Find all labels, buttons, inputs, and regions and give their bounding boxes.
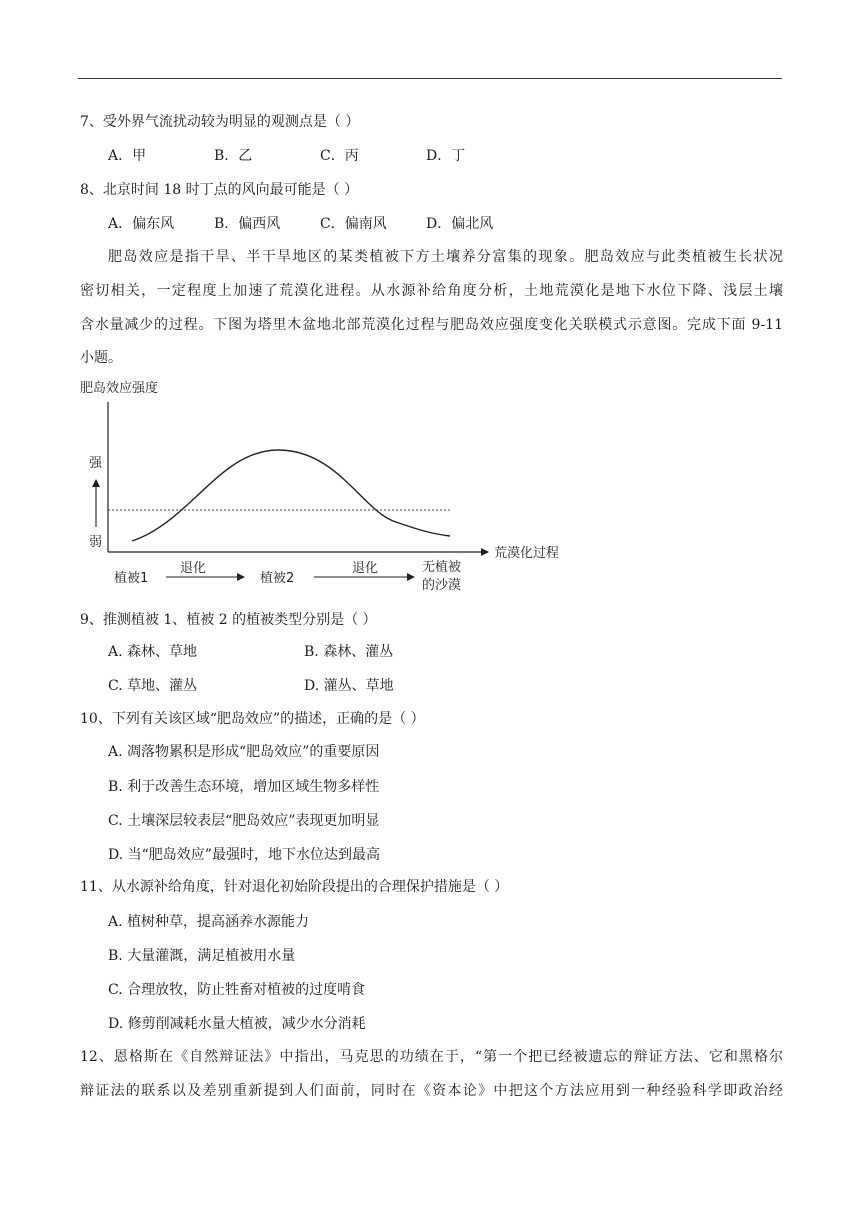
question-9-stem: 9、推测植被 1、植被 2 的植被类型分别是（ ） — [80, 612, 377, 628]
q10-option-d: D. 当“肥岛效应”最强时，地下水位达到最高 — [108, 847, 380, 863]
question-8-stem: 8、北京时间 18 时丁点的风向最可能是（ ） — [80, 182, 359, 198]
q7-option-d: D．丁 — [426, 148, 466, 164]
degradation-label-1: 退化 — [180, 561, 207, 576]
stage-desert-line-2: 的沙漠 — [422, 578, 462, 593]
q7-option-a: A．甲 — [108, 148, 147, 164]
q11-option-b: B. 大量灌溉，满足植被用水量 — [108, 948, 296, 964]
question-11-stem: 11、从水源补给角度，针对退化初始阶段提出的合理保护措施是（ ） — [80, 879, 509, 895]
weak-label: 弱 — [89, 535, 103, 550]
q7-option-b: B．乙 — [214, 148, 253, 164]
q10-option-b: B. 利于改善生态环境，增加区域生物多样性 — [108, 779, 380, 795]
passage-line-1: 肥岛效应是指干旱、半干旱地区的某类植被下方土壤养分富集的现象。肥岛效应与此类植被生长状况 — [108, 249, 783, 265]
q9-option-c: C. 草地、灌丛 — [108, 678, 198, 694]
q8-option-d: D．偏北风 — [426, 216, 494, 232]
q10-option-a: A. 凋落物累积是形成“肥岛效应”的重要原因 — [108, 744, 380, 760]
fertile-island-figure — [80, 372, 600, 598]
passage-line-2: 密切相关，一定程度上加速了荒漠化进程。从水源补给角度分析，土地荒漠化是地下水位下降、浅层土壤 — [80, 283, 783, 299]
strong-label: 强 — [89, 456, 103, 471]
q9-option-b: B. 森林、灌丛 — [304, 644, 394, 660]
stage-vegetation-1: 植被1 — [114, 571, 149, 586]
x-axis-label: 荒漠化过程 — [494, 546, 560, 561]
q10-option-c: C. 土壤深层较表层“肥岛效应”表现更加明显 — [108, 813, 380, 829]
stage-desert-line-1: 无植被 — [422, 560, 462, 575]
passage-line-4: 小题。 — [80, 350, 122, 366]
q9-option-d: D. 灌丛、草地 — [304, 678, 394, 694]
degradation-label-2: 退化 — [352, 561, 379, 576]
stage-vegetation-2: 植被2 — [260, 571, 295, 586]
q11-option-c: C. 合理放牧，防止牲畜对植被的过度啃食 — [108, 982, 366, 998]
intensity-curve — [132, 450, 450, 541]
question-12-line-1: 12、恩格斯在《自然辩证法》中指出，马克思的功绩在于，“第一个把已经被遗忘的辩证方法、它和黑格尔 — [80, 1049, 783, 1065]
passage-line-3: 含水量减少的过程。下图为塔里木盆地北部荒漠化过程与肥岛效应强度变化关联模式示意图。完成下面 9-11 — [80, 317, 783, 333]
q8-option-c: C．偏南风 — [320, 216, 387, 232]
q9-option-a: A. 森林、草地 — [108, 644, 198, 660]
question-12-line-2: 辩证法的联系以及差别重新提到人们面前，同时在《资本论》中把这个方法应用到一种经验科学即政治经 — [80, 1083, 783, 1099]
q7-option-c: C．丙 — [320, 148, 359, 164]
q8-option-b: B．偏西风 — [214, 216, 281, 232]
q11-option-d: D. 修剪削减耗水量大植被，减少水分消耗 — [108, 1016, 366, 1032]
q11-option-a: A. 植树种草，提高涵养水源能力 — [108, 914, 310, 930]
header-rule — [78, 78, 782, 79]
q8-option-a: A．偏东风 — [108, 216, 175, 232]
question-7-stem: 7、受外界气流扰动较为明显的观测点是（ ） — [80, 114, 360, 130]
y-axis-label: 肥岛效应强度 — [80, 381, 159, 396]
question-10-stem: 10、下列有关该区域“肥岛效应”的描述，正确的是（ ） — [80, 711, 425, 727]
